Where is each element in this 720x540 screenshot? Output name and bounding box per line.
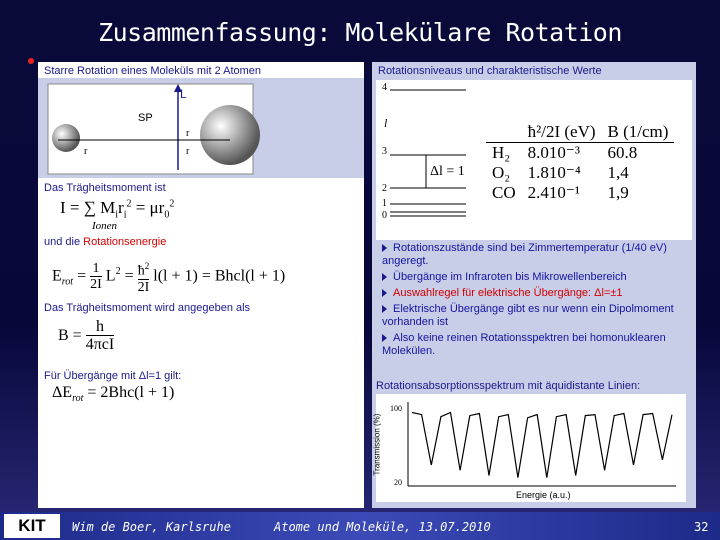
y-axis-label: Transmission (%): [372, 413, 382, 476]
table-row: O₂ 1.810⁻⁴ 1,4: [492, 163, 629, 182]
left-panel: [38, 62, 364, 508]
right-panel: [372, 62, 696, 508]
delta-l-label: Δl = 1: [430, 164, 465, 179]
traegheit-label: Das Trägheitsmoment ist: [44, 182, 166, 194]
rotation-diagram: [38, 78, 364, 178]
molecule-figure: [38, 78, 364, 178]
right-header: Rotationsniveaus und charakteristische Werte: [378, 65, 602, 77]
footer-author: Wim de Boer, Karlsruhe: [72, 520, 231, 534]
SP-label: SP: [138, 112, 153, 124]
L-label: L: [180, 87, 187, 101]
svg-text:r: r: [186, 128, 190, 139]
level-0: 0: [382, 210, 387, 221]
erot-formula: $E_{rot} = 1$ 2I $L^2$ = $ħ^2$ 2I l(l + 1) = Bhcl(l + 1): [52, 260, 286, 295]
table-row: CO 2.410⁻¹ 1,9: [492, 183, 629, 202]
svg-text:r: r: [84, 146, 88, 157]
list-item: Also keine reinen Rotationsspektren bei homonuklearen Molekülen.: [382, 332, 666, 357]
footer-course: Atome und Moleküle, 13.07.2010: [274, 520, 491, 534]
spectrum-series-line: [412, 413, 672, 478]
levels-box: [376, 80, 692, 240]
title-bullet: [28, 58, 34, 64]
energie-label: und die Rotationsenergie: [44, 236, 167, 248]
list-item: Auswahlregel für elektrische Übergänge: Δl=±1: [382, 287, 690, 300]
slide-title: Zusammenfassung: Molekülare Rotation: [98, 18, 622, 47]
spectrum-chart: [376, 394, 686, 502]
spectrum-header: Rotationsabsorptionsspektrum mit äquidistante Linien:: [376, 380, 641, 392]
x-axis-label: Energie (a.u.): [516, 490, 571, 500]
left-header: Starre Rotation eines Moleküls mit 2 Atomen: [44, 65, 262, 77]
table-row: H₂ 8.010⁻³ 60.8: [486, 143, 674, 164]
constants-table: [486, 122, 674, 203]
level-l: l: [384, 116, 388, 130]
level-2: 2: [382, 183, 387, 194]
large-atom: [200, 105, 260, 165]
y-tick-top: 100: [390, 404, 402, 413]
list-item: Elektrische Übergänge gibt es nur wenn ein Dipolmoment vorhanden ist: [382, 303, 674, 328]
delta-formula: $\Delta E_{rot} = 2Bhc(l + 1)$: [52, 384, 175, 405]
page-number: 32: [694, 520, 709, 534]
level-3: 3: [382, 146, 387, 157]
y-tick-bottom: 20: [394, 478, 402, 487]
traegheit-formula: I = ∑ $M_ir_i^2 = \mu r_0^2$: [60, 198, 175, 221]
level-1: 1: [382, 198, 387, 209]
energy-levels: [376, 80, 486, 240]
b-formula: B = h 4πcI: [58, 318, 115, 353]
ionen-label: Ionen: [92, 220, 118, 232]
svg-text:r: r: [186, 146, 190, 157]
level-4: 4: [382, 82, 387, 93]
list-item: Übergänge im Infraroten bis Mikrowellenbereich: [382, 271, 690, 284]
spectrum-box: [372, 394, 686, 502]
traegheit2-label: Das Trägheitsmoment wird angegeben als: [44, 302, 251, 314]
col-header-energy: ħ²/2I (eV): [527, 122, 596, 141]
kit-logo-text: KIT: [18, 516, 46, 535]
bullet-list: [382, 242, 690, 358]
small-atom: [52, 124, 80, 152]
col-header-b: B (1/cm): [607, 122, 669, 141]
kit-logo: [4, 514, 60, 538]
uebergang-label: Für Übergänge mit Δl=1 gilt:: [44, 370, 182, 382]
list-item: Rotationszustände sind bei Zimmertemperatur (1/40 eV) angeregt.: [382, 242, 667, 267]
